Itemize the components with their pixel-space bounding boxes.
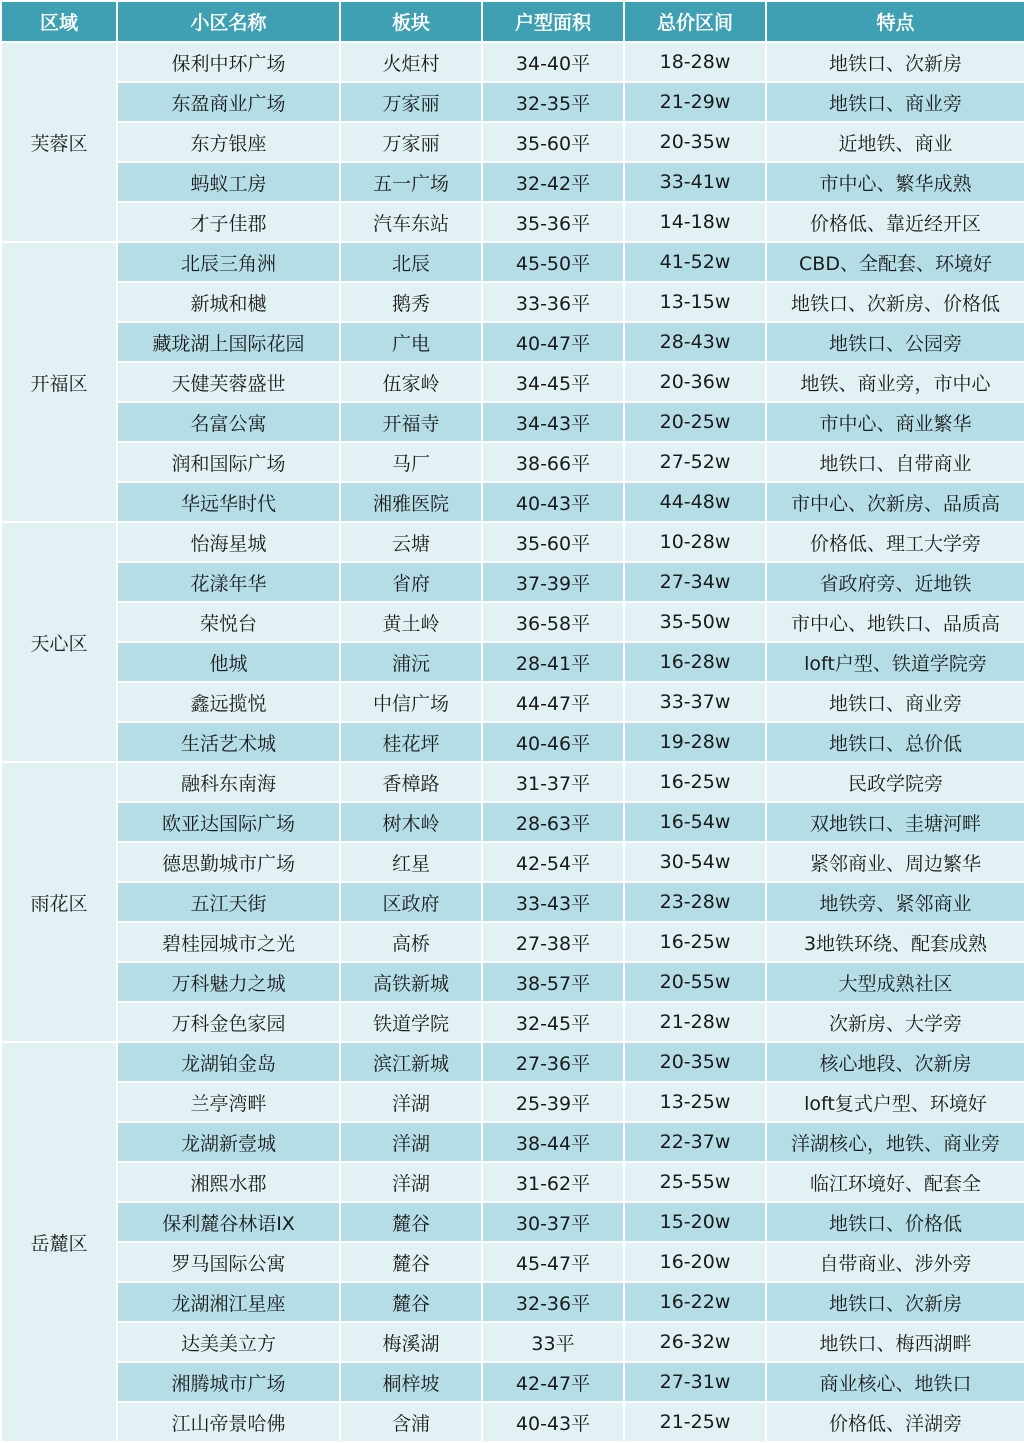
table-row <box>1 922 1024 962</box>
unit-area-cell: 38-57平 <box>482 962 624 1002</box>
price-range-cell: 35-50w <box>624 602 766 642</box>
community-name-cell: 新城和樾 <box>117 282 340 322</box>
sector-cell: 梅溪湖 <box>340 1322 482 1362</box>
features-cell: 地铁口、次新房、价格低 <box>766 282 1024 322</box>
district-cell: 芙蓉区 <box>1 42 117 242</box>
sector-cell: 伍家岭 <box>340 362 482 402</box>
sector-cell: 麓谷 <box>340 1242 482 1282</box>
features-cell: 3地铁环绕、配套成熟 <box>766 922 1024 962</box>
district-cell: 开福区 <box>1 242 117 522</box>
sector-cell: 湘雅医院 <box>340 482 482 522</box>
community-name-cell: 罗马国际公寓 <box>117 1242 340 1282</box>
features-cell: 地铁口、商业旁 <box>766 82 1024 122</box>
unit-area-cell: 35-60平 <box>482 122 624 162</box>
community-name-cell: 东盈商业广场 <box>117 82 340 122</box>
unit-area-cell: 32-35平 <box>482 82 624 122</box>
community-name-cell: 天健芙蓉盛世 <box>117 362 340 402</box>
price-range-cell: 13-15w <box>624 282 766 322</box>
table-row <box>1 122 1024 162</box>
community-name-cell: 五江天街 <box>117 882 340 922</box>
table-row <box>1 282 1024 322</box>
unit-area-cell: 28-63平 <box>482 802 624 842</box>
unit-area-cell: 38-44平 <box>482 1122 624 1162</box>
unit-area-cell: 37-39平 <box>482 562 624 602</box>
community-name-cell: 龙湖新壹城 <box>117 1122 340 1162</box>
price-range-cell: 19-28w <box>624 722 766 762</box>
sector-cell: 香樟路 <box>340 762 482 802</box>
district-cell: 雨花区 <box>1 762 117 1042</box>
features-cell: 核心地段、次新房 <box>766 1042 1024 1082</box>
community-name-cell: 龙湖湘江星座 <box>117 1282 340 1322</box>
unit-area-cell: 42-47平 <box>482 1362 624 1402</box>
price-range-cell: 27-31w <box>624 1362 766 1402</box>
sector-cell: 黄土岭 <box>340 602 482 642</box>
table-row <box>1 1402 1024 1442</box>
table-row <box>1 1242 1024 1282</box>
features-cell: loft户型、铁道学院旁 <box>766 642 1024 682</box>
sector-cell: 红星 <box>340 842 482 882</box>
unit-area-cell: 27-36平 <box>482 1042 624 1082</box>
price-range-cell: 30-54w <box>624 842 766 882</box>
features-cell: 地铁、商业旁，市中心 <box>766 362 1024 402</box>
sector-cell: 含浦 <box>340 1402 482 1442</box>
sector-cell: 省府 <box>340 562 482 602</box>
community-name-cell: 湘熙水郡 <box>117 1162 340 1202</box>
community-name-cell: 德思勤城市广场 <box>117 842 340 882</box>
features-cell: 价格低、洋湖旁 <box>766 1402 1024 1442</box>
features-cell: 临江环境好、配套全 <box>766 1162 1024 1202</box>
table-header <box>1 1 1024 42</box>
sector-cell: 浦沅 <box>340 642 482 682</box>
sector-cell: 高桥 <box>340 922 482 962</box>
sector-cell: 高铁新城 <box>340 962 482 1002</box>
table-row <box>1 482 1024 522</box>
community-name-cell: 才子佳郡 <box>117 202 340 242</box>
price-range-cell: 33-37w <box>624 682 766 722</box>
price-range-cell: 15-20w <box>624 1202 766 1242</box>
features-cell: 次新房、大学旁 <box>766 1002 1024 1042</box>
price-range-cell: 16-25w <box>624 922 766 962</box>
unit-area-cell: 38-66平 <box>482 442 624 482</box>
features-cell: 省政府旁、近地铁 <box>766 562 1024 602</box>
community-name-cell: 怡海星城 <box>117 522 340 562</box>
features-cell: 地铁口、次新房 <box>766 1282 1024 1322</box>
community-name-cell: 万科魅力之城 <box>117 962 340 1002</box>
community-name-cell: 生活艺术城 <box>117 722 340 762</box>
features-cell: 市中心、商业繁华 <box>766 402 1024 442</box>
features-cell: 近地铁、商业 <box>766 122 1024 162</box>
features-cell: loft复式户型、环境好 <box>766 1082 1024 1122</box>
price-range-cell: 20-55w <box>624 962 766 1002</box>
community-name-cell: 润和国际广场 <box>117 442 340 482</box>
community-name-cell: 华远华时代 <box>117 482 340 522</box>
table-row <box>1 202 1024 242</box>
community-name-cell: 湘腾城市广场 <box>117 1362 340 1402</box>
table-row <box>1 1042 1024 1082</box>
price-range-cell: 10-28w <box>624 522 766 562</box>
features-cell: 洋湖核心，地铁、商业旁 <box>766 1122 1024 1162</box>
table-row <box>1 682 1024 722</box>
community-name-cell: 保利麓谷林语IX <box>117 1202 340 1242</box>
price-range-cell: 20-35w <box>624 122 766 162</box>
table-row <box>1 762 1024 802</box>
unit-area-cell: 40-47平 <box>482 322 624 362</box>
table-row <box>1 402 1024 442</box>
unit-area-cell: 25-39平 <box>482 1082 624 1122</box>
unit-area-cell: 32-45平 <box>482 1002 624 1042</box>
features-cell: 价格低、靠近经开区 <box>766 202 1024 242</box>
price-range-cell: 16-22w <box>624 1282 766 1322</box>
features-cell: 商业核心、地铁口 <box>766 1362 1024 1402</box>
price-range-cell: 20-35w <box>624 1042 766 1082</box>
header-sector: 板块 <box>340 1 482 42</box>
sector-cell: 汽车东站 <box>340 202 482 242</box>
header-community-name: 小区名称 <box>117 1 340 42</box>
table-row <box>1 1282 1024 1322</box>
table-row <box>1 1122 1024 1162</box>
price-range-cell: 44-48w <box>624 482 766 522</box>
district-cell: 岳麓区 <box>1 1042 117 1442</box>
header-features: 特点 <box>766 1 1024 42</box>
sector-cell: 洋湖 <box>340 1082 482 1122</box>
features-cell: 自带商业、涉外旁 <box>766 1242 1024 1282</box>
features-cell: 地铁口、次新房 <box>766 42 1024 82</box>
sector-cell: 开福寺 <box>340 402 482 442</box>
unit-area-cell: 45-47平 <box>482 1242 624 1282</box>
price-range-cell: 21-28w <box>624 1002 766 1042</box>
community-name-cell: 花漾年华 <box>117 562 340 602</box>
price-range-cell: 16-54w <box>624 802 766 842</box>
unit-area-cell: 28-41平 <box>482 642 624 682</box>
unit-area-cell: 45-50平 <box>482 242 624 282</box>
price-range-cell: 14-18w <box>624 202 766 242</box>
table-row <box>1 1322 1024 1362</box>
unit-area-cell: 30-37平 <box>482 1202 624 1242</box>
table-row <box>1 842 1024 882</box>
table-row <box>1 1162 1024 1202</box>
price-range-cell: 21-25w <box>624 1402 766 1442</box>
price-range-cell: 21-29w <box>624 82 766 122</box>
header-price-range: 总价区间 <box>624 1 766 42</box>
unit-area-cell: 44-47平 <box>482 682 624 722</box>
price-range-cell: 16-20w <box>624 1242 766 1282</box>
table-row <box>1 962 1024 1002</box>
price-range-cell: 23-28w <box>624 882 766 922</box>
table-row <box>1 802 1024 842</box>
sector-cell: 马厂 <box>340 442 482 482</box>
price-range-cell: 18-28w <box>624 42 766 82</box>
features-cell: 价格低、理工大学旁 <box>766 522 1024 562</box>
unit-area-cell: 31-37平 <box>482 762 624 802</box>
table-row <box>1 1082 1024 1122</box>
unit-area-cell: 35-60平 <box>482 522 624 562</box>
sector-cell: 铁道学院 <box>340 1002 482 1042</box>
unit-area-cell: 35-36平 <box>482 202 624 242</box>
community-name-cell: 荣悦台 <box>117 602 340 642</box>
features-cell: 市中心、繁华成熟 <box>766 162 1024 202</box>
header-unit-area: 户型面积 <box>482 1 624 42</box>
table-row <box>1 602 1024 642</box>
price-range-cell: 26-32w <box>624 1322 766 1362</box>
table-row <box>1 1002 1024 1042</box>
features-cell: 紧邻商业、周边繁华 <box>766 842 1024 882</box>
community-name-cell: 名富公寓 <box>117 402 340 442</box>
table-row <box>1 442 1024 482</box>
features-cell: 地铁口、自带商业 <box>766 442 1024 482</box>
features-cell: 地铁口、梅西湖畔 <box>766 1322 1024 1362</box>
unit-area-cell: 31-62平 <box>482 1162 624 1202</box>
price-range-cell: 20-36w <box>624 362 766 402</box>
community-name-cell: 藏珑湖上国际花园 <box>117 322 340 362</box>
community-name-cell: 江山帝景哈佛 <box>117 1402 340 1442</box>
community-name-cell: 万科金色家园 <box>117 1002 340 1042</box>
features-cell: 双地铁口、圭塘河畔 <box>766 802 1024 842</box>
sector-cell: 广电 <box>340 322 482 362</box>
sector-cell: 洋湖 <box>340 1122 482 1162</box>
sector-cell: 麓谷 <box>340 1282 482 1322</box>
unit-area-cell: 33平 <box>482 1322 624 1362</box>
sector-cell: 火炬村 <box>340 42 482 82</box>
features-cell: 地铁口、公园旁 <box>766 322 1024 362</box>
table-row <box>1 1362 1024 1402</box>
sector-cell: 树木岭 <box>340 802 482 842</box>
header-district: 区域 <box>1 1 117 42</box>
sector-cell: 五一广场 <box>340 162 482 202</box>
sector-cell: 桐梓坡 <box>340 1362 482 1402</box>
table-row <box>1 42 1024 82</box>
unit-area-cell: 40-46平 <box>482 722 624 762</box>
sector-cell: 区政府 <box>340 882 482 922</box>
features-cell: 地铁口、价格低 <box>766 1202 1024 1242</box>
price-range-cell: 16-28w <box>624 642 766 682</box>
price-range-cell: 25-55w <box>624 1162 766 1202</box>
sector-cell: 滨江新城 <box>340 1042 482 1082</box>
table-body <box>1 42 1024 1442</box>
community-name-cell: 蚂蚁工房 <box>117 162 340 202</box>
table-row <box>1 522 1024 562</box>
unit-area-cell: 40-43平 <box>482 1402 624 1442</box>
sector-cell: 洋湖 <box>340 1162 482 1202</box>
features-cell: 地铁旁、紧邻商业 <box>766 882 1024 922</box>
features-cell: 大型成熟社区 <box>766 962 1024 1002</box>
features-cell: CBD、全配套、环境好 <box>766 242 1024 282</box>
table-row <box>1 1202 1024 1242</box>
table-row <box>1 562 1024 602</box>
sector-cell: 中信广场 <box>340 682 482 722</box>
price-range-cell: 27-52w <box>624 442 766 482</box>
community-name-cell: 碧桂园城市之光 <box>117 922 340 962</box>
features-cell: 地铁口、总价低 <box>766 722 1024 762</box>
community-name-cell: 龙湖铂金岛 <box>117 1042 340 1082</box>
sector-cell: 鹅秀 <box>340 282 482 322</box>
table-row <box>1 162 1024 202</box>
features-cell: 市中心、次新房、品质高 <box>766 482 1024 522</box>
district-cell: 天心区 <box>1 522 117 762</box>
sector-cell: 北辰 <box>340 242 482 282</box>
table-row <box>1 322 1024 362</box>
price-range-cell: 27-34w <box>624 562 766 602</box>
price-range-cell: 28-43w <box>624 322 766 362</box>
unit-area-cell: 33-43平 <box>482 882 624 922</box>
unit-area-cell: 40-43平 <box>482 482 624 522</box>
price-range-cell: 22-37w <box>624 1122 766 1162</box>
unit-area-cell: 34-43平 <box>482 402 624 442</box>
table-row <box>1 242 1024 282</box>
community-name-cell: 鑫远揽悦 <box>117 682 340 722</box>
features-cell: 民政学院旁 <box>766 762 1024 802</box>
features-cell: 地铁口、商业旁 <box>766 682 1024 722</box>
sector-cell: 万家丽 <box>340 122 482 162</box>
unit-area-cell: 34-45平 <box>482 362 624 402</box>
unit-area-cell: 32-42平 <box>482 162 624 202</box>
community-name-cell: 融科东南海 <box>117 762 340 802</box>
sector-cell: 麓谷 <box>340 1202 482 1242</box>
sector-cell: 云塘 <box>340 522 482 562</box>
sector-cell: 桂花坪 <box>340 722 482 762</box>
table-row <box>1 362 1024 402</box>
price-range-cell: 20-25w <box>624 402 766 442</box>
table-row <box>1 82 1024 122</box>
unit-area-cell: 32-36平 <box>482 1282 624 1322</box>
community-name-cell: 欧亚达国际广场 <box>117 802 340 842</box>
price-range-cell: 33-41w <box>624 162 766 202</box>
sector-cell: 万家丽 <box>340 82 482 122</box>
unit-area-cell: 34-40平 <box>482 42 624 82</box>
price-range-cell: 41-52w <box>624 242 766 282</box>
price-range-cell: 13-25w <box>624 1082 766 1122</box>
unit-area-cell: 33-36平 <box>482 282 624 322</box>
header-row <box>1 1 1024 42</box>
table-row <box>1 882 1024 922</box>
unit-area-cell: 27-38平 <box>482 922 624 962</box>
table-row <box>1 722 1024 762</box>
unit-area-cell: 36-58平 <box>482 602 624 642</box>
community-name-cell: 东方银座 <box>117 122 340 162</box>
unit-area-cell: 42-54平 <box>482 842 624 882</box>
community-name-cell: 达美美立方 <box>117 1322 340 1362</box>
table-row <box>1 642 1024 682</box>
features-cell: 市中心、地铁口、品质高 <box>766 602 1024 642</box>
community-name-cell: 他城 <box>117 642 340 682</box>
community-name-cell: 兰亭湾畔 <box>117 1082 340 1122</box>
price-range-cell: 16-25w <box>624 762 766 802</box>
community-name-cell: 北辰三角洲 <box>117 242 340 282</box>
community-name-cell: 保利中环广场 <box>117 42 340 82</box>
